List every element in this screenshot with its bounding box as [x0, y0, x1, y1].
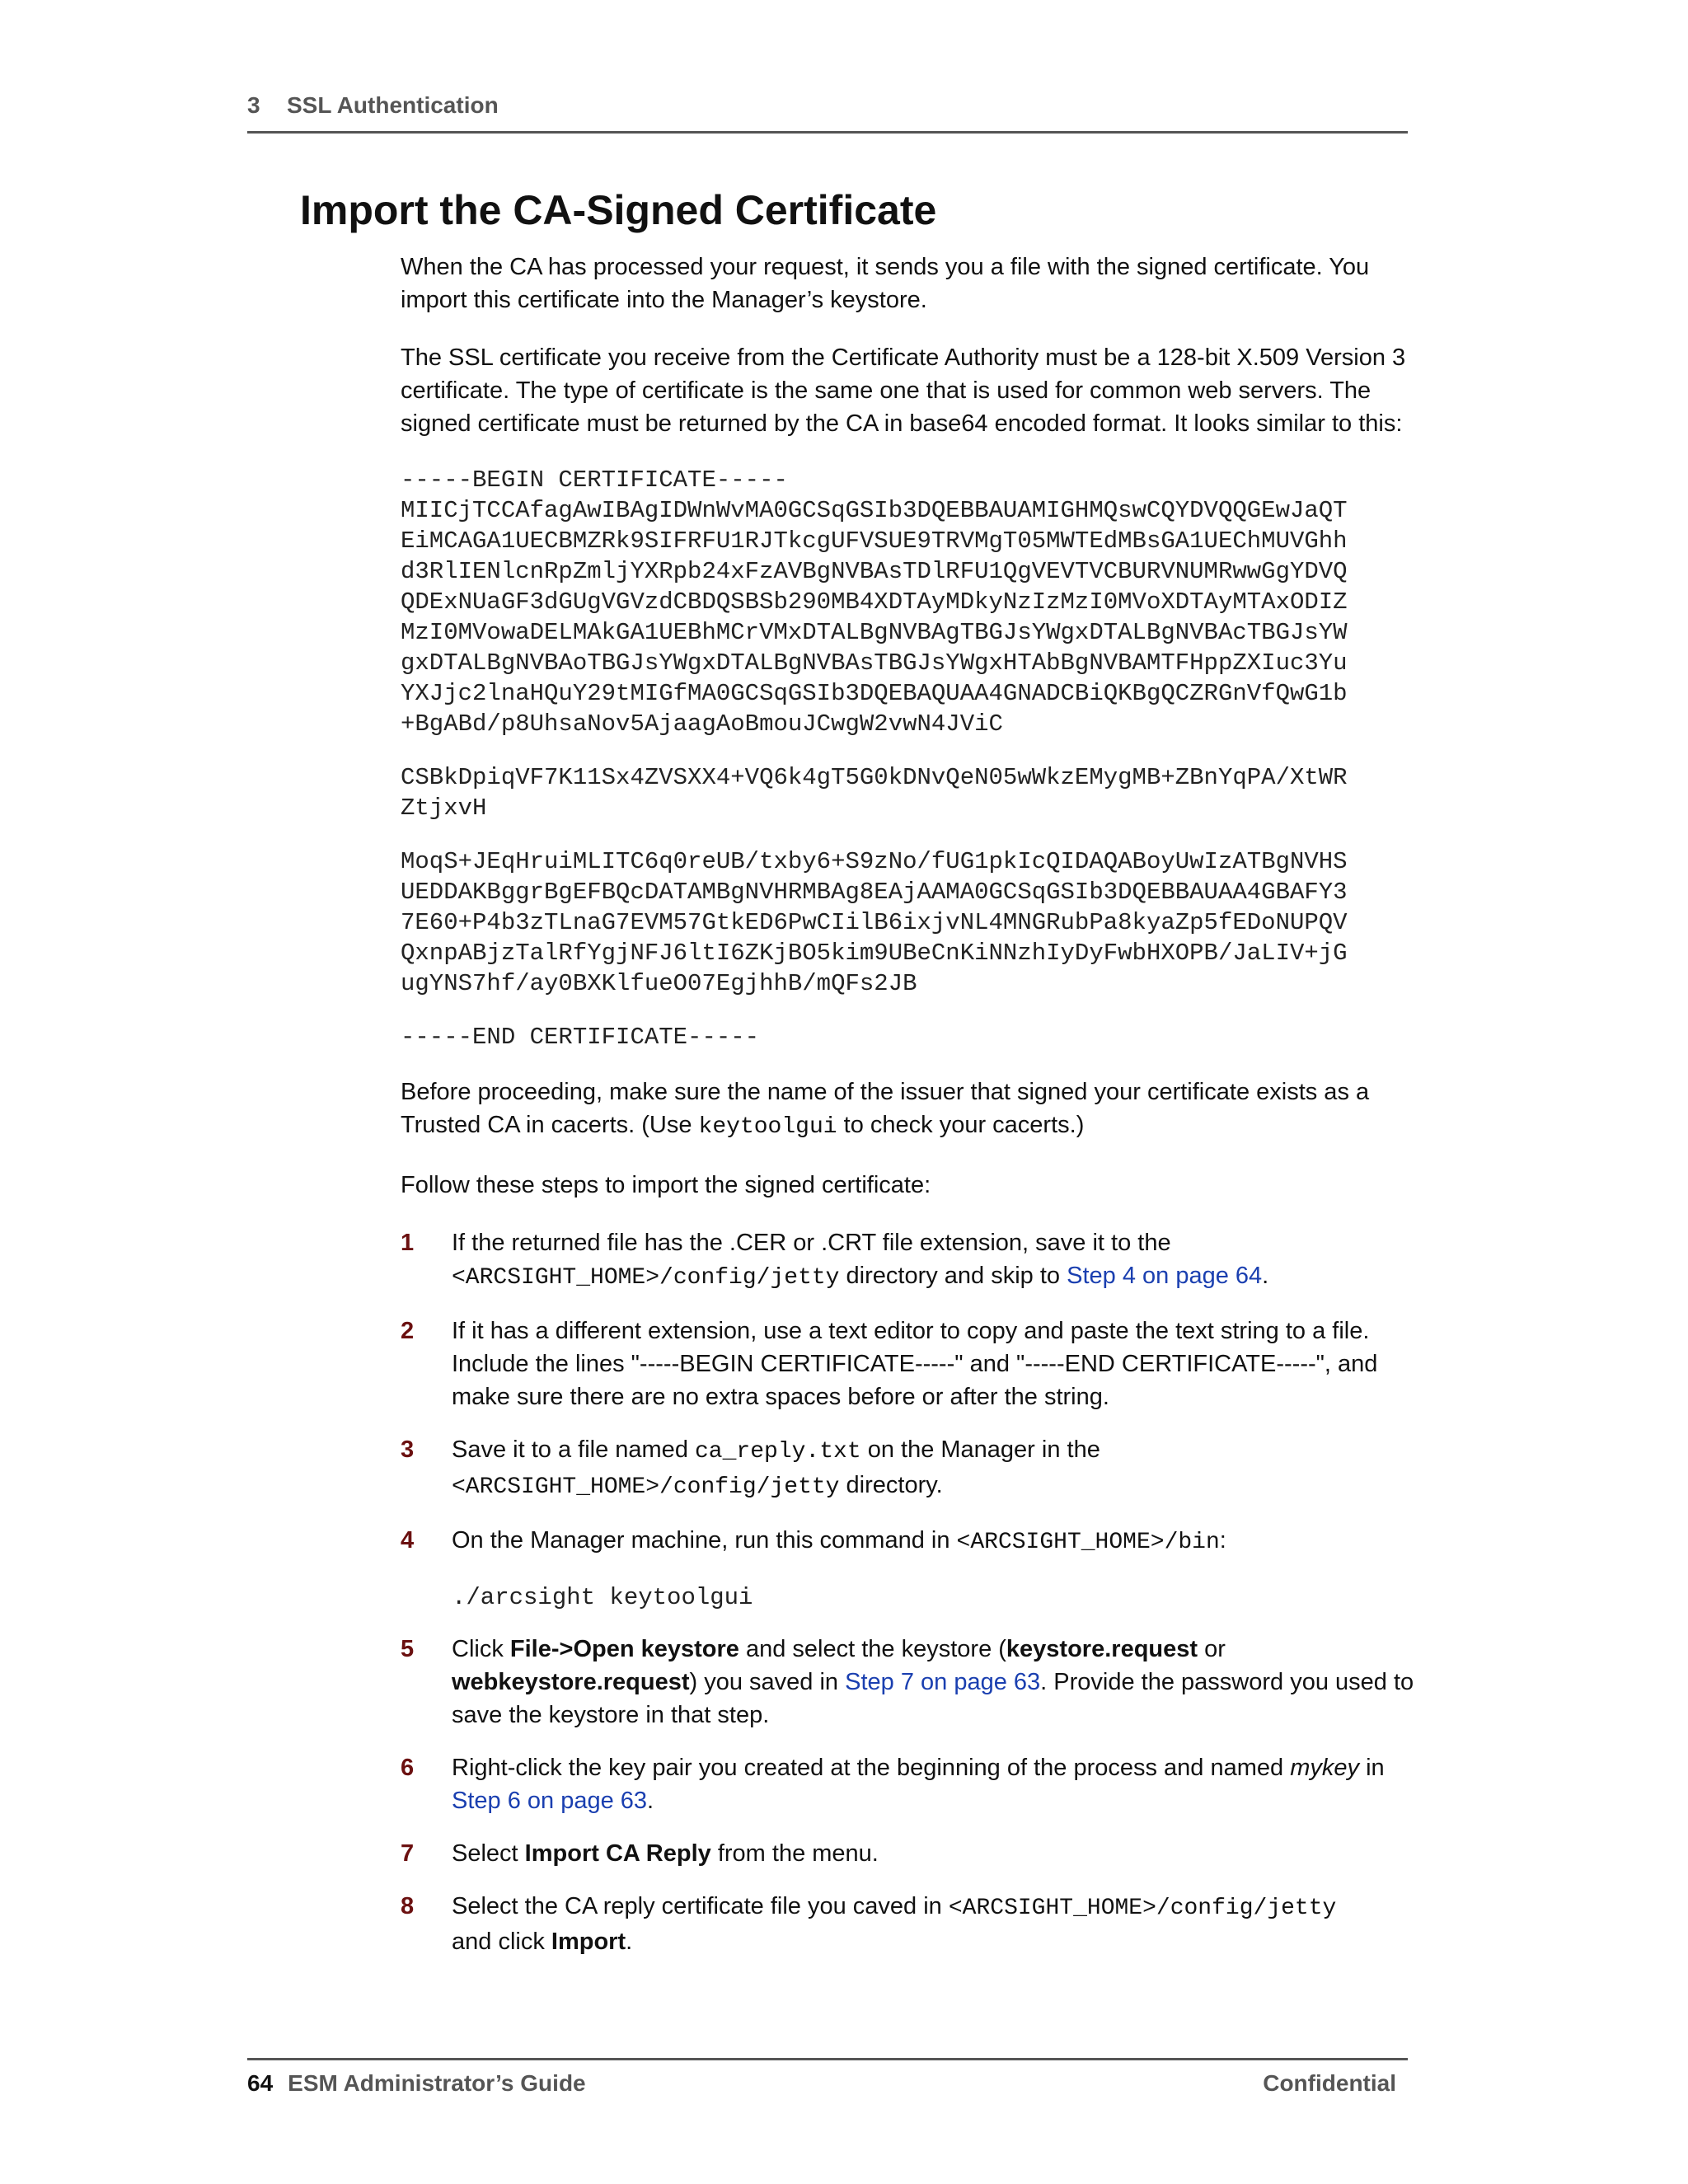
import-command: Import: [551, 1929, 626, 1955]
step-number: 8: [401, 1893, 415, 1919]
step-number: 2: [401, 1318, 415, 1344]
step-7: [401, 1837, 1414, 1870]
step-6-link[interactable]: Step 6 on page 63: [452, 1788, 648, 1814]
step-text: Click: [452, 1636, 510, 1662]
step-text: or: [1198, 1636, 1226, 1662]
step-text: .: [647, 1788, 654, 1814]
step-text: On the Manager machine, run this command in: [452, 1527, 957, 1554]
key-alias: mykey: [1290, 1755, 1360, 1781]
step-7-link[interactable]: Step 7 on page 63: [845, 1669, 1041, 1695]
confidential-label: Confidential: [1263, 2070, 1396, 2096]
step-text: :: [1219, 1527, 1226, 1554]
step-number: 7: [401, 1840, 415, 1867]
section-title: Import the CA-Signed Certificate: [300, 187, 937, 233]
step-text: in: [1359, 1755, 1385, 1781]
step-5: [401, 1633, 1414, 1732]
step-text: ) you saved in: [689, 1669, 846, 1695]
step-text: and click: [452, 1929, 551, 1955]
step-text: .: [626, 1929, 633, 1955]
path-code: <ARCSIGHT_HOME>/config/jetty: [452, 1265, 840, 1291]
step-text: Select: [452, 1840, 525, 1867]
step-text: directory and skip to: [839, 1263, 1067, 1289]
step-text: from the menu.: [710, 1840, 879, 1867]
step-text: If the returned file has the .CER or .CRT file extension, save it to the: [452, 1230, 1171, 1256]
step-8: [401, 1890, 1414, 1958]
path-code: <ARCSIGHT_HOME>/config/jetty: [948, 1896, 1337, 1921]
command-code: ./arcsight keytoolgui: [452, 1584, 753, 1611]
step-number: 1: [401, 1230, 415, 1256]
certificate-block-3: MoqS+JEqHruiMLITC6q0reUB/txby6+S9zNo/fUG1pkIcQIDAQABoyUwIzATBgNVHS UEDDAKBggrBgEFBQcDATAMBgNVHRMBAg8EAjAAMA0GCSqGSIb3DQEBBAUAA4GBAFY3 7E60+P4b3zTLnaG7EVM57GtkED6PwCIilB6ixjvNL4MNGRubPa8kyaZp5fEDoNUPQV QxnpABjzTalRfYgjNFJ6ltI6ZKjBO5kim9UBeCnKiNNzhIyDyFwbHXOPB/JaLIV+jG ugYNS7hf/ay0BXKlfueO07EgjhhB/mQFs2JB: [401, 848, 1348, 997]
chapter-number: 3: [247, 92, 260, 118]
step-text: . Provide the password you used to save the keystore in that step.: [452, 1669, 1414, 1728]
step-text: Save it to a file named: [452, 1436, 695, 1463]
step-number: 5: [401, 1636, 415, 1662]
keytoolgui-code: keytoolgui: [698, 1114, 837, 1140]
menu-command: File->Open keystore: [509, 1636, 739, 1662]
steps-list: [401, 1226, 1414, 1958]
before-proceeding-paragraph: [401, 1076, 1414, 1144]
step-2: [401, 1315, 1414, 1413]
running-footer: [247, 2058, 1408, 2097]
intro-paragraph: When the CA has processed your request, it sends you a file with the signed certificate. You import this certificate into the Manager’s keystore.: [401, 254, 1370, 313]
step-4: [401, 1524, 1414, 1613]
path-code: <ARCSIGHT_HOME>/config/jetty: [452, 1474, 840, 1500]
certificate-requirements-paragraph: The SSL certificate you receive from the Certificate Authority must be a 128-bit X.509 Version 3 certificate. The type of certificate is the same one that is used for common web servers. The signed certificate must be returned by the CA in base64 encoded format. It looks similar to this:: [401, 344, 1406, 437]
step-6: [401, 1751, 1414, 1817]
step-text: and select the keystore (: [738, 1636, 1006, 1662]
step-number: 3: [401, 1436, 415, 1463]
before-text-1: Before proceeding, make sure the name of the issuer that signed your certificate exists as a Trusted CA in cacerts. (Use: [401, 1079, 1370, 1138]
before-text-2: to check your cacerts.): [837, 1112, 1085, 1138]
chapter-title: SSL Authentication: [287, 92, 499, 118]
step-text: .: [1262, 1263, 1269, 1289]
guide-title: ESM Administrator’s Guide: [288, 2070, 586, 2096]
body-content: [401, 251, 1414, 1978]
step-1: [401, 1226, 1414, 1295]
certificate-block-1: -----BEGIN CERTIFICATE----- MIICjTCCAfagAwIBAgIDWnWvMA0GCSqGSIb3DQEBBAUAMIGHMQswCQYDVQQGEwJaQT EiMCAGA1UECBMZRk9SIFRFU1RJTkcgUFVSUE9TRVMgT05MWTEdMBsGA1UEChMUVGhh d3RlIENlcnRpZmljYXRpb24xFzAVBgNVBAsTDlRFU1QgVEVTVCBURVNUMRwwGgYDVQ QDExNUaGF3dGUgVGVzdCBDQSBSb290MB4XDTAyMDkyNzIzMzI0MVoXDTAyMTAxODIZ MzI0MVowaDELMAkGA1UEBhMCrVMxDTALBgNVBAgTBGJsYWgxDTALBgNVBAcTBGJsYW gxDTALBgNVBAoTBGJsYWgxDTALBgNVBAsTBGJsYWgxHTAbBgNVBAMTFHppZXIuc3Yu YXJjc2lnaHQuY29tMIGfMA0GCSqGSIb3DQEBAQUAA4GNADCBiQKBgQCZRGnVfQwG1b +BgABd/p8UhsaNov5AjaagAoBmouJCwgW2vwN4JViC: [401, 466, 1348, 738]
filename-code: ca_reply.txt: [695, 1439, 861, 1465]
certificate-block-2: CSBkDpiqVF7K11Sx4ZVSXX4+VQ6k4gT5G0kDNvQeN05wWkzEMygMB+ZBnYqPA/XtWR ZtjxvH: [401, 764, 1348, 822]
running-header: [247, 92, 1408, 134]
keystore-name: keystore.request: [1006, 1636, 1198, 1662]
webkeystore-name: webkeystore.request: [452, 1669, 690, 1695]
step-3: [401, 1433, 1414, 1504]
menu-command: Import CA Reply: [524, 1840, 711, 1867]
follow-steps-paragraph: Follow these steps to import the signed certificate:: [401, 1172, 931, 1198]
step-text: Select the CA reply certificate file you caved in: [452, 1893, 949, 1919]
step-text: on the Manager in the: [860, 1436, 1100, 1463]
path-code: <ARCSIGHT_HOME>/bin: [956, 1530, 1220, 1555]
step-number: 6: [401, 1755, 415, 1781]
page-number: 64: [247, 2070, 274, 2096]
certificate-end-line: -----END CERTIFICATE-----: [401, 1024, 760, 1051]
step-number: 4: [401, 1527, 415, 1554]
step-4-link[interactable]: Step 4 on page 64: [1067, 1263, 1263, 1289]
step-text: directory.: [839, 1472, 943, 1498]
step-text: Right-click the key pair you created at the beginning of the process and named: [452, 1755, 1291, 1781]
step-text: If it has a different extension, use a text editor to copy and paste the text string to a file. Include the lines "-----BEGIN CERTIFICATE-----" and "-----END CERTIFICATE-----", and make sure there are no extra spaces before or after the string.: [452, 1318, 1378, 1410]
